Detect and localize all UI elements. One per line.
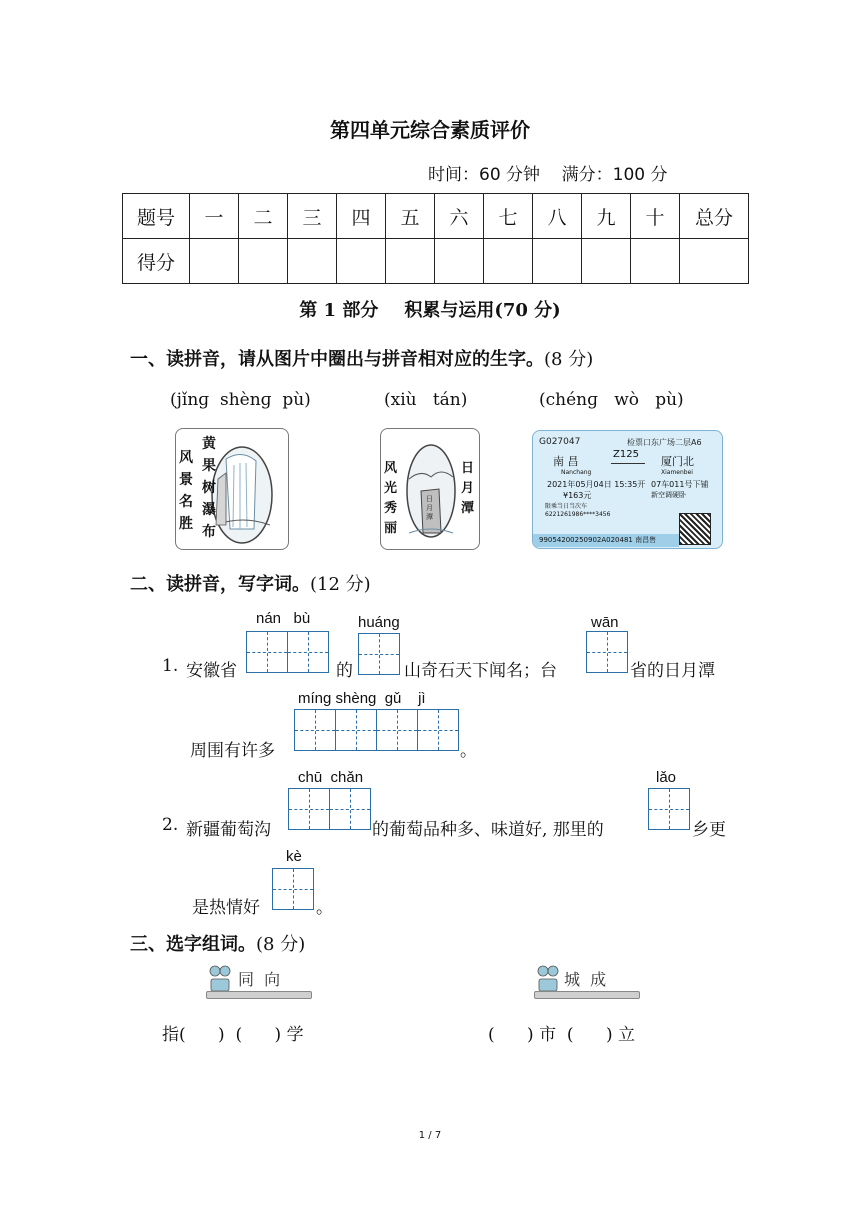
pinyin-ming-sheng-gu-ji: mínɡ shènɡ ɡǔ jì <box>298 690 426 707</box>
waterfall-right-text: 黄果树瀑布 <box>202 436 216 540</box>
pinyin-nan-bu: nán bù <box>256 610 311 627</box>
score-header-cell: 七 <box>484 194 533 239</box>
section-1-points: (8 分) <box>544 349 594 370</box>
answer-box-ke[interactable] <box>272 868 314 910</box>
score-blank-cell[interactable] <box>239 239 288 284</box>
part-heading <box>0 296 860 322</box>
q2-number: 2. <box>162 815 179 835</box>
ticket-date: 2021年05月04日 15:35开 <box>547 480 646 489</box>
section-1-heading <box>130 345 593 371</box>
ticket-gate: 检票口东广场二层A6 <box>627 438 702 447</box>
score-blank-cell[interactable] <box>484 239 533 284</box>
section-3-title: 三、选字组词。 <box>130 934 256 955</box>
score-blank-cell[interactable] <box>533 239 582 284</box>
lake-stone-text: 日月潭 <box>426 495 433 521</box>
score-header-cell: 三 <box>288 194 337 239</box>
ticket-price: ¥163元 <box>563 491 592 500</box>
score-value-row <box>123 239 749 284</box>
score-header-cell: 一 <box>190 194 239 239</box>
score-row-label: 得分 <box>123 239 190 284</box>
train-ticket[interactable] <box>532 430 723 549</box>
score-blank-cell[interactable] <box>582 239 631 284</box>
page-number: 1 / 7 <box>418 1130 442 1141</box>
shelf-right-chars: 城 成 <box>564 970 607 989</box>
plant-pot-icon <box>534 963 562 993</box>
score-blank-cell[interactable] <box>386 239 435 284</box>
plant-pot-icon <box>206 963 234 993</box>
qr-code-icon <box>679 513 711 545</box>
score-blank-cell[interactable] <box>680 239 749 284</box>
answer-box-huang[interactable] <box>358 633 400 675</box>
section-2-heading <box>130 570 371 596</box>
ticket-seat: 07车011号下铺 <box>651 480 709 489</box>
time-and-score: 时间：60 分钟 满分：100 分 <box>428 165 668 185</box>
score-blank-cell[interactable] <box>288 239 337 284</box>
shelf-plank <box>206 991 312 999</box>
q1-text-3: 山奇石天下闻名；台 <box>404 661 557 681</box>
score-blank-cell[interactable] <box>190 239 239 284</box>
pinyin-ke: kè <box>286 848 302 865</box>
score-header-cell: 六 <box>435 194 484 239</box>
shelf-left-chars: 同 向 <box>238 970 281 989</box>
pinyin-huang: huánɡ <box>358 614 400 631</box>
q2-text-4: 是热情好 <box>192 898 260 918</box>
score-header-cell: 二 <box>239 194 288 239</box>
ticket-from-en: Nanchang <box>561 469 592 476</box>
section-3-heading <box>130 930 305 956</box>
q1-text-5: 周围有许多 <box>190 741 275 761</box>
lake-picture[interactable] <box>380 428 480 550</box>
q1-number: 1. <box>162 656 179 676</box>
section-1-title: 一、读拼音，请从图片中圈出与拼音相对应的生字。 <box>130 349 544 370</box>
pinyin-lao: lǎo <box>656 769 677 786</box>
q1-text-2: 的 <box>336 661 353 681</box>
lake-right-text: 日月潭 <box>461 461 475 516</box>
ticket-train: Z125 <box>613 449 639 460</box>
ticket-to-en: Xiamenbei <box>661 469 693 476</box>
q2-text-5: 。 <box>316 898 333 918</box>
score-header-cell: 题号 <box>123 194 190 239</box>
ticket-id: 6221261986****3456 <box>545 511 611 518</box>
score-table <box>122 193 749 284</box>
pinyin-group-1: (jǐnɡ shènɡ pù) <box>170 390 311 410</box>
q1-text-4: 省的日月潭 <box>630 661 715 681</box>
waterfall-picture[interactable] <box>175 428 289 550</box>
score-header-cell: 总分 <box>680 194 749 239</box>
section-3-points: (8 分) <box>256 934 306 955</box>
part-title: 积累与运用(70 分) <box>404 300 561 321</box>
ticket-class: 新空调硬卧 <box>651 491 686 499</box>
shelf-left <box>206 963 316 1003</box>
answer-box-lao[interactable] <box>648 788 690 830</box>
score-header-row <box>123 194 749 239</box>
waterfall-left-text: 风景名胜 <box>179 450 193 532</box>
q2-text-1: 新疆葡萄沟 <box>186 820 271 840</box>
ticket-bottom-strip: 99054200250902A020481 南昌售 <box>533 534 679 547</box>
pinyin-group-2: (xiù tán) <box>384 390 468 410</box>
score-header-cell: 五 <box>386 194 435 239</box>
ticket-arrow <box>611 463 645 464</box>
part-name: 第 1 部分 <box>299 300 379 321</box>
shelf-right <box>534 963 644 1003</box>
ticket-note: 限乘当日当次车 <box>545 503 588 510</box>
section-2-points: (12 分) <box>310 574 371 595</box>
score-header-cell: 八 <box>533 194 582 239</box>
ticket-from: 南 昌 <box>553 455 579 468</box>
pinyin-wan: wān <box>591 614 619 631</box>
score-header-cell: 四 <box>337 194 386 239</box>
sec3-right-blanks[interactable]: ( ) 市 ( ) 立 <box>488 1025 635 1045</box>
sec3-left-blanks[interactable]: 指( ) ( ) 学 <box>162 1025 304 1045</box>
q2-text-2: 的葡萄品种多、味道好, 那里的 <box>372 820 604 840</box>
answer-box-wan[interactable] <box>586 631 628 673</box>
lake-left-text: 风光秀丽 <box>384 461 398 536</box>
score-header-cell: 十 <box>631 194 680 239</box>
pinyin-chu-chan: chū chǎn <box>298 769 364 786</box>
score-header-cell: 九 <box>582 194 631 239</box>
answer-box-ming-sheng-gu-ji[interactable] <box>294 709 459 751</box>
q1-text-6: 。 <box>460 741 477 761</box>
ticket-code: G027047 <box>539 437 581 447</box>
answer-box-chu-chan[interactable] <box>288 788 371 830</box>
section-2-title: 二、读拼音，写字词。 <box>130 574 310 595</box>
score-blank-cell[interactable] <box>435 239 484 284</box>
q2-text-3: 乡更 <box>692 820 726 840</box>
ticket-to: 厦门北 <box>661 455 694 468</box>
score-blank-cell[interactable] <box>631 239 680 284</box>
score-blank-cell[interactable] <box>337 239 386 284</box>
page-title: 第四单元综合素质评价 <box>330 118 530 142</box>
q1-text-1: 安徽省 <box>186 661 237 681</box>
answer-box-nan-bu[interactable] <box>246 631 329 673</box>
shelf-plank <box>534 991 640 999</box>
pinyin-group-3: (chénɡ wò pù) <box>539 390 684 410</box>
